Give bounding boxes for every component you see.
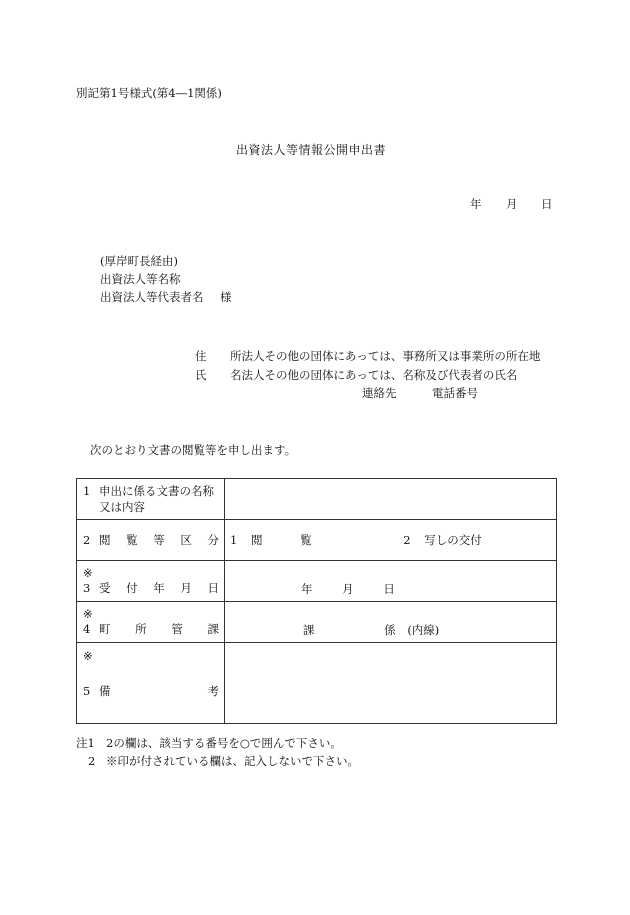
official-use-mark: ※ — [83, 607, 93, 621]
contact-label: 連絡先 — [362, 386, 397, 400]
document-title: 出資法人等情報公開申出書 — [236, 143, 387, 157]
remarks-value-cell[interactable] — [225, 643, 557, 724]
category-label-cell — [77, 520, 225, 561]
received-date-value-cell[interactable] — [225, 561, 557, 602]
document-value-cell[interactable] — [225, 479, 557, 520]
honorific-label: 様 — [220, 290, 232, 304]
label-char: 日 — [207, 581, 219, 595]
document-label-cell — [77, 479, 225, 520]
table-row-category — [77, 520, 557, 561]
received-day-label: 日 — [383, 582, 395, 596]
table-row-document — [77, 479, 557, 520]
corp-name-label: 出資法人等名称 — [100, 272, 181, 286]
received-month-label: 月 — [342, 582, 354, 596]
address-label: 住 — [195, 349, 207, 363]
option-copy-label[interactable]: 写しの交付 — [424, 533, 482, 547]
name-label: 氏 — [195, 368, 207, 382]
name-note: 名法人その他の団体にあっては、名称及び代表者の氏名 — [230, 368, 518, 382]
note2-prefix: 2 — [88, 754, 96, 768]
note2-text: ※印が付されている欄は、記入しないで下さい。 — [106, 754, 359, 768]
received-year-label: 年 — [301, 582, 313, 596]
request-form-table — [76, 478, 557, 724]
option-viewing-char2[interactable]: 覧 — [300, 533, 312, 547]
department-value-cell[interactable] — [225, 602, 557, 643]
label-char: 覧 — [126, 533, 138, 547]
table-row-department — [77, 602, 557, 643]
label-char: 受 — [99, 581, 111, 595]
note1-prefix: 注1 — [76, 736, 95, 750]
date-year-label: 年 — [470, 197, 482, 211]
phone-label: 電話番号 — [432, 386, 478, 400]
form-label: 別記第1号様式(第4―1関係) — [76, 86, 222, 100]
remarks-label-cell — [77, 643, 225, 724]
received-date-label-cell — [77, 561, 225, 602]
note1-text: 2の欄は、該当する番号を○で囲んで下さい。 — [106, 736, 342, 750]
official-use-mark: ※ — [83, 649, 93, 663]
label-char: 等 — [153, 533, 165, 547]
table-row-received-date — [77, 561, 557, 602]
label-char: 年 — [153, 581, 165, 595]
document-label-line2: 又は内容 — [99, 500, 145, 514]
label-char: 付 — [126, 581, 138, 595]
row-number: 4 — [83, 622, 91, 636]
address-note: 所法人その他の団体にあっては、事務所又は事業所の所在地 — [230, 349, 541, 363]
label-char: 課 — [207, 622, 219, 636]
label-char: 分 — [207, 533, 219, 547]
date-day-label: 日 — [541, 197, 553, 211]
option-viewing-number[interactable]: 1 — [230, 533, 238, 547]
document-label-line1: 申出に係る文書の名称 — [99, 484, 214, 498]
row-number: 3 — [83, 581, 91, 595]
via-label: (厚岸町長経由) — [100, 254, 178, 268]
option-copy-number[interactable]: 2 — [403, 533, 411, 547]
label-char: 月 — [180, 581, 192, 595]
label-char: 閲 — [99, 533, 111, 547]
option-viewing-char1[interactable]: 閲 — [250, 533, 263, 547]
extension-label: (内線) — [407, 623, 440, 637]
section-label: 課 — [303, 623, 315, 637]
intro-text: 次のとおり文書の閲覧等を申し出ます。 — [90, 443, 297, 457]
label-char: 区 — [180, 533, 192, 547]
rep-name-label: 出資法人等代表者名 — [100, 290, 204, 304]
table-row-remarks — [77, 643, 557, 724]
row-number: 2 — [83, 533, 91, 547]
label-char: 町 — [99, 622, 111, 636]
staff-label: 係 — [384, 623, 396, 637]
row-number: 5 — [83, 684, 91, 698]
label-char: 管 — [171, 622, 183, 636]
remarks-label-char1: 備 — [99, 684, 111, 698]
remarks-label-char2: 考 — [207, 684, 219, 698]
date-month-label: 月 — [506, 197, 518, 211]
department-label-cell — [77, 602, 225, 643]
label-char: 所 — [135, 622, 147, 636]
row-number: 1 — [83, 484, 91, 498]
category-value-cell[interactable] — [225, 520, 557, 561]
official-use-mark: ※ — [83, 566, 93, 580]
